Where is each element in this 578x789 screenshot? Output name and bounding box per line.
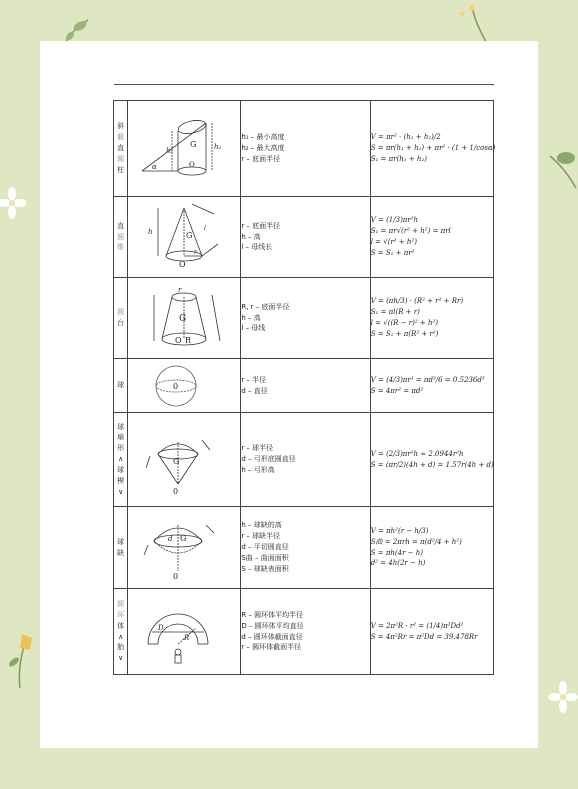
- fig-label: 0: [173, 486, 179, 496]
- formula-line: S曲 = 2πrh = π(d²/4 + h²): [370, 537, 462, 546]
- var-line: r – 圆环体截面半径: [241, 643, 302, 652]
- formula-line: S = S₁ + π(R² + r²): [370, 329, 439, 338]
- name-char: ∨: [118, 654, 124, 663]
- header-rule: [114, 84, 494, 85]
- var-line: l – 母线长: [241, 243, 273, 252]
- row-vars-frustum: [241, 278, 370, 359]
- formula-line: S = 4πr² = πd²: [370, 386, 424, 395]
- table-row: [114, 278, 494, 359]
- name-char: 球: [117, 422, 125, 431]
- leaf-decoration-right: [548, 144, 578, 190]
- fig-label: h₂: [214, 142, 222, 151]
- name-char: 扇: [117, 433, 125, 442]
- name-char: 形: [117, 444, 125, 453]
- fig-label: O: [189, 160, 196, 169]
- figure-frustum: [128, 278, 241, 359]
- var-line: R – 圆环体平均半径: [241, 610, 304, 619]
- name-char: 圆: [117, 308, 125, 317]
- name-char: 圆: [117, 599, 125, 608]
- var-line: d – 直径: [241, 386, 268, 395]
- row-name-oblique-cylinder: [114, 101, 128, 197]
- formula-line: S = πr(h₁ + h₂) + πr² · (1 + 1/cosα): [370, 144, 496, 153]
- fig-label: r: [178, 286, 182, 294]
- name-char: 球: [117, 537, 125, 546]
- row-formulas-spherical-sector: [370, 413, 493, 507]
- fig-label: G: [180, 533, 187, 543]
- var-line: D – 圆环体平均直径: [241, 621, 304, 630]
- fig-label: R: [185, 336, 192, 345]
- row-name-frustum: [114, 278, 128, 359]
- row-vars-oblique-cylinder: [241, 101, 370, 197]
- formula-line: S₁ = πl(R + r): [370, 308, 420, 317]
- name-char: 截: [117, 133, 125, 142]
- var-line: h – 球缺的高: [241, 521, 282, 530]
- name-char: 圆: [117, 232, 125, 241]
- document-page: [40, 41, 538, 748]
- var-line: h – 高: [241, 232, 261, 241]
- formula-line: S = S₁ + πr²: [370, 248, 415, 257]
- name-char: ∨: [118, 487, 124, 496]
- row-formulas-sphere: [370, 359, 493, 413]
- fig-label: h₁: [166, 146, 174, 155]
- table-row: [114, 197, 494, 278]
- formula-line: S₁ = πr(h₁ + h₂): [370, 154, 427, 163]
- flower-decoration-left: [0, 186, 26, 220]
- formula-line: l = √(r² + h²): [370, 238, 417, 246]
- name-char: 锥: [117, 243, 125, 252]
- formula-line: V = (4/3)πr³ = πd³/6 = 0.5236d³: [370, 375, 485, 384]
- row-name-cone: [114, 197, 128, 278]
- formula-line: V = 2π²R · r² = (1/4)π²Dd²: [370, 621, 464, 630]
- name-char: 柱: [117, 165, 125, 174]
- torus-diagram: [132, 592, 236, 672]
- var-line: S曲 – 曲面面积: [241, 553, 289, 562]
- var-line: h₁ – 最小高度: [241, 133, 285, 142]
- flower-decoration-top-right: [452, 0, 492, 42]
- row-vars-torus: [241, 589, 370, 675]
- fig-label: d: [168, 534, 173, 543]
- name-char: 缺: [117, 548, 125, 557]
- row-formulas-spherical-cap: [370, 507, 493, 589]
- fig-label: G: [190, 139, 197, 149]
- fig-label: D: [158, 623, 164, 632]
- formula-line: l = √((R − r)² + h²): [370, 319, 439, 327]
- fig-label: G: [173, 456, 180, 466]
- row-vars-spherical-sector: [241, 413, 370, 507]
- row-name-spherical-sector: [114, 413, 128, 507]
- table-row: [114, 101, 494, 197]
- oblique-cylinder-diagram: [132, 109, 236, 189]
- formula-table: [113, 100, 494, 675]
- row-vars-spherical-cap: [241, 507, 370, 589]
- spherical-cap-diagram: [132, 511, 236, 585]
- cone-diagram: [132, 200, 236, 274]
- fig-label: 0: [173, 571, 179, 581]
- row-formulas-oblique-cylinder: [370, 101, 496, 197]
- var-line: l – 母线: [241, 324, 266, 333]
- formula-line: S = πh(4r − h): [370, 548, 424, 557]
- formula-line: V = (2/3)πr²h ≈ 2.0944r²h: [370, 449, 464, 458]
- var-line: r – 球半径: [241, 444, 274, 453]
- figure-oblique-cylinder: [128, 101, 241, 197]
- figure-cone: [128, 197, 241, 278]
- name-char: 体: [117, 621, 125, 630]
- fig-label: G: [179, 314, 187, 324]
- fig-label: O: [175, 336, 182, 345]
- var-line: r – 底面半径: [241, 221, 281, 230]
- var-line: R, r – 底面半径: [241, 302, 290, 311]
- footer-mark: ·: [114, 705, 116, 711]
- var-line: h₂ – 最大高度: [241, 144, 285, 153]
- frustum-diagram: [132, 281, 236, 355]
- row-name-torus: [114, 589, 128, 675]
- fig-label: l: [204, 225, 207, 232]
- name-char: 球: [117, 381, 125, 390]
- spherical-sector-diagram: [132, 420, 236, 500]
- fig-label: G: [186, 231, 193, 240]
- fig-label: h: [148, 228, 153, 236]
- name-char: 斜: [117, 122, 125, 131]
- name-char: ∧: [118, 632, 124, 641]
- table-row: [114, 359, 494, 413]
- row-formulas-cone: [370, 197, 493, 278]
- fig-label: α: [152, 162, 158, 171]
- flower-decoration-bottom-left: [4, 628, 40, 688]
- var-line: h – 高: [241, 313, 261, 322]
- name-char: 楔: [117, 476, 125, 485]
- name-char: 直: [117, 221, 125, 230]
- var-line: r – 底面半径: [241, 154, 281, 163]
- formula-line: V = (πh/3) · (R² + r² + Rr): [370, 297, 464, 306]
- formula-line: S = 4π²Rr = π²Dd = 39.478Rr: [370, 632, 478, 641]
- name-char: 胎: [117, 643, 125, 652]
- formula-line: V = πr² · (h₁ + h₂)/2: [370, 133, 441, 142]
- row-vars-sphere: [241, 359, 370, 413]
- header-mark: .: [492, 81, 494, 88]
- var-line: S – 球缺表面积: [241, 564, 289, 573]
- var-line: h – 弓形高: [241, 465, 275, 474]
- row-vars-cone: [241, 197, 370, 278]
- table-row: [114, 589, 494, 675]
- row-formulas-frustum: [370, 278, 493, 359]
- sphere-diagram: [132, 361, 236, 411]
- figure-torus: [128, 589, 241, 675]
- figure-spherical-cap: [128, 507, 241, 589]
- fig-label: O: [179, 260, 186, 269]
- name-char: 台: [117, 319, 125, 327]
- flower-decoration-bottom-right: [548, 680, 578, 714]
- figure-spherical-sector: [128, 413, 241, 507]
- fig-label: r: [194, 249, 198, 256]
- table-row: [114, 413, 494, 507]
- var-line: d – 弓形底圆直径: [241, 455, 296, 464]
- formula-line: S = (πr/2)(4h + d) = 1.57r(4h + d): [370, 460, 494, 469]
- figure-sphere: [128, 359, 241, 413]
- fig-label: R: [184, 633, 190, 642]
- formula-line: d² = 4h(2r − h): [370, 559, 426, 568]
- name-char: 环: [117, 610, 125, 619]
- formula-line: V = πh²(r − h/3): [370, 526, 429, 535]
- row-formulas-torus: [370, 589, 493, 675]
- formula-line: V = (1/3)πr²h: [370, 216, 419, 225]
- table-row: [114, 507, 494, 589]
- name-char: 直: [117, 144, 125, 153]
- var-line: r – 半径: [241, 375, 267, 384]
- name-char: ∧: [118, 455, 124, 464]
- name-char: 圆: [117, 154, 125, 163]
- var-line: d – 平切圆直径: [241, 543, 289, 552]
- name-char: 球: [117, 465, 125, 474]
- var-line: d – 圆环体截面直径: [241, 632, 303, 641]
- row-name-sphere: [114, 359, 128, 413]
- row-name-spherical-cap: [114, 507, 128, 589]
- formula-line: S₁ = πr√(r² + h²) = πrl: [370, 227, 451, 236]
- var-line: r – 球缺半径: [241, 532, 281, 541]
- fig-label: 0: [173, 381, 179, 391]
